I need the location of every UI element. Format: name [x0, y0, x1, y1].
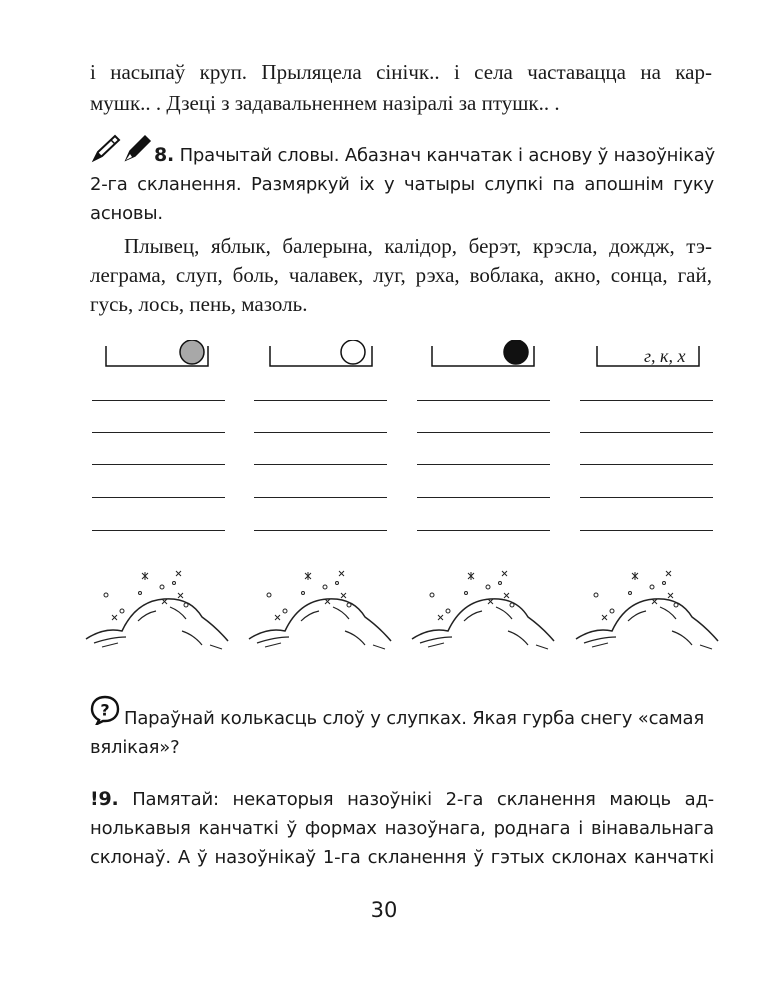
writing-line[interactable]: [417, 432, 550, 433]
exercise-9-line1: [90, 785, 714, 814]
grey-circle-icon: [180, 340, 204, 364]
exercise-8-line1: [154, 141, 724, 170]
snow-mound-icon: [245, 565, 393, 655]
text-line: мушк.. . Дзеці з задавальненнем назіралі за птушк.. .: [90, 91, 560, 115]
writing-line[interactable]: [254, 400, 387, 401]
writing-line[interactable]: [417, 497, 550, 498]
word-list-line: гусь, лось, пень, мазоль.: [90, 292, 308, 316]
writing-line[interactable]: [92, 400, 225, 401]
exercise-number: 8.: [154, 144, 175, 166]
white-circle-icon: [341, 340, 365, 364]
writing-line[interactable]: [580, 497, 713, 498]
writing-line[interactable]: [580, 464, 713, 465]
pen-icon: [126, 136, 150, 160]
question-line2: вялікая»?: [90, 737, 180, 758]
exercise-8-line2: 2-га скланення. Размяркуй іх у чатыры слупкі па апошнім гуку: [90, 174, 714, 195]
writing-line[interactable]: [92, 497, 225, 498]
word-list-line: леграма, слуп, боль, чалавек, луг, рэха, воблака, акно, сонца, гай,: [90, 263, 712, 287]
pencil-pen-icon: [90, 133, 154, 163]
exercise-8-line3: асновы.: [90, 203, 163, 224]
exercise-9-mark: !9.: [90, 788, 119, 810]
svg-text:?: ?: [100, 700, 110, 720]
writing-line[interactable]: [417, 530, 550, 531]
column-letters-label: г, к, х: [644, 346, 686, 366]
snow-mound-icon: [82, 565, 230, 655]
writing-line[interactable]: [580, 530, 713, 531]
word-list-line: Плывец, яблык, балерына, калідор, берэт, крэсла, дождж, тэ-: [124, 234, 712, 258]
exercise-9-line3: склонаў. А ў назоўнікаў 1-га скланення ў гэтых склонах канчаткі: [90, 847, 714, 868]
pencil-icon: [94, 136, 119, 160]
writing-line[interactable]: [417, 464, 550, 465]
exercise-8-text: Прачытай словы. Абазнач канчатак і аснову ў назоўнікаў: [179, 145, 715, 166]
question-bubble-icon: [90, 695, 120, 725]
writing-line[interactable]: [580, 432, 713, 433]
page-number: 30: [370, 898, 398, 922]
text-line: і насыпаў круп. Прыляцела сінічк.. і села частавацца на кар-: [90, 60, 712, 84]
exercise-9-line2: нолькавыя канчаткі ў формах назоўнага, роднага і вінавальнага: [90, 818, 714, 839]
snow-mound-icon: [572, 565, 720, 655]
writing-line[interactable]: [254, 530, 387, 531]
writing-line[interactable]: [417, 400, 550, 401]
column-header-grey-circle: [104, 340, 214, 374]
writing-line[interactable]: [254, 464, 387, 465]
column-header-white-circle: [268, 340, 378, 374]
writing-line[interactable]: [580, 400, 713, 401]
snow-mound-icon: [408, 565, 556, 655]
writing-line[interactable]: [254, 497, 387, 498]
writing-line[interactable]: [254, 432, 387, 433]
writing-line[interactable]: [92, 464, 225, 465]
writing-line[interactable]: [92, 432, 225, 433]
black-circle-icon: [504, 340, 528, 364]
question-line1: Параўнай колькасць слоў у слупках. Якая гурба снегу «самая: [124, 708, 704, 729]
exercise-9-text: Памятай: некаторыя назоўнікі 2-га скланення маюць ад-: [132, 789, 714, 810]
column-header-black-circle: [430, 340, 540, 374]
writing-line[interactable]: [92, 530, 225, 531]
